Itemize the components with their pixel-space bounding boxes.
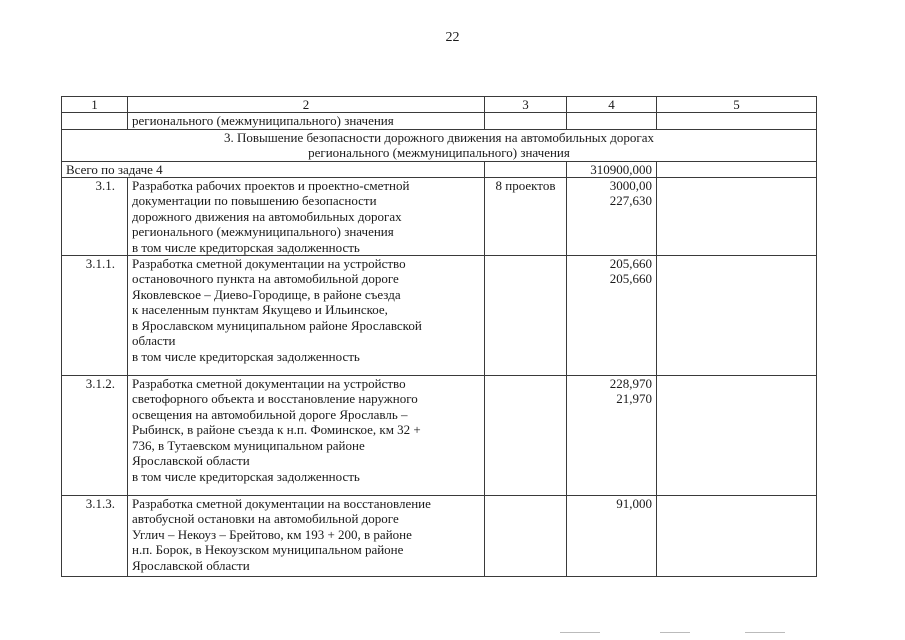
scan-artifact: [660, 632, 690, 633]
row-description-line: Разработка рабочих проектов и проектно-сметной: [132, 178, 410, 194]
row-amount: 3000,00: [609, 178, 652, 194]
column-number-5: 5: [657, 97, 817, 113]
row-quantity: [485, 496, 567, 577]
row-description-line: автобусной остановки на автомобильной дороге: [132, 511, 399, 527]
scan-artifact: [745, 632, 785, 633]
row-description-line: Ярославской области: [132, 557, 250, 573]
budget-table: [61, 96, 817, 577]
row-description-line: Разработка сметной документации на устройство: [132, 256, 406, 272]
row-description-line: в том числе кредиторская задолженность: [132, 239, 360, 255]
column-number-4: 4: [567, 97, 657, 113]
row-description: [128, 178, 485, 256]
total-label: Всего по задаче 4: [62, 161, 485, 177]
row-quantity: [485, 376, 567, 496]
table-row: [62, 178, 817, 256]
row-description: [128, 256, 485, 376]
continuation-row: [62, 113, 817, 129]
section-title-line-2: регионального (межмуниципального) значения: [308, 145, 570, 161]
row-description-line: светофорного объекта и восстановление наружного: [132, 391, 418, 407]
row-description-line: к населенным пунктам Якущево и Ильинское,: [132, 302, 388, 318]
row-description-line: Разработка сметной документации на восстановление: [132, 496, 431, 512]
section-title-line-1: 3. Повышение безопасности дорожного движения на автомобильных дорогах: [224, 129, 654, 145]
row-debt: 21,970: [616, 391, 652, 407]
row-description: [128, 376, 485, 496]
row-description-line: Разработка сметной документации на устройство: [132, 376, 406, 392]
continuation-amount-cell: [567, 113, 657, 129]
row-description-line: освещения на автомобильной дороге Ярославль –: [132, 406, 408, 422]
continuation-text: регионального (межмуниципального) значения: [128, 113, 485, 129]
row-description-line: документации по повышению безопасности: [132, 193, 377, 209]
row-amount-cell: [567, 256, 657, 376]
total-value: 310900,000: [567, 161, 657, 177]
row-amount: 228,970: [609, 376, 652, 392]
row-description-line: Углич – Некоуз – Брейтово, км 193 + 200, в районе: [132, 526, 412, 542]
row-code: 3.1.: [62, 178, 128, 256]
row-description-line: Рыбинск, в районе съезда к н.п. Фоминское, км 32 +: [132, 422, 421, 438]
row-amount: 205,660: [609, 256, 652, 272]
row-description-line: 736, в Тутаевском муниципальном районе: [132, 437, 365, 453]
column-number-row: [62, 97, 817, 113]
row-description: [128, 496, 485, 577]
total-row: [62, 161, 817, 177]
continuation-code-cell: [62, 113, 128, 129]
row-note-cell: [657, 256, 817, 376]
row-amount-cell: [567, 178, 657, 256]
row-description-line: остановочного пункта на автомобильной дороге: [132, 271, 399, 287]
row-code: 3.1.2.: [62, 376, 128, 496]
continuation-note-cell: [657, 113, 817, 129]
row-note-cell: [657, 376, 817, 496]
table-row: [62, 256, 817, 376]
row-code: 3.1.3.: [62, 496, 128, 577]
row-description-line: дорожного движения на автомобильных дорогах: [132, 208, 402, 224]
row-description-line: н.п. Борок, в Некоузском муниципальном районе: [132, 542, 404, 558]
row-amount: 91,000: [567, 496, 657, 577]
row-debt: 227,630: [609, 193, 652, 209]
row-amount-cell: [567, 376, 657, 496]
row-description-line: в том числе кредиторская задолженность: [132, 348, 360, 364]
column-number-2: 2: [128, 97, 485, 113]
row-debt: 205,660: [609, 271, 652, 287]
row-description-line: регионального (межмуниципального) значения: [132, 224, 394, 240]
row-description-line: в Ярославском муниципальном районе Ярославской: [132, 317, 422, 333]
row-quantity: [485, 256, 567, 376]
table-row: [62, 496, 817, 577]
table-row: [62, 376, 817, 496]
total-quantity-cell: [485, 161, 567, 177]
row-description-line: области: [132, 333, 176, 349]
row-quantity: 8 проектов: [485, 178, 567, 256]
continuation-quantity-cell: [485, 113, 567, 129]
section-title: [62, 129, 817, 161]
scan-artifact: [560, 632, 600, 633]
row-note-cell: [657, 178, 817, 256]
page-number: 22: [445, 30, 460, 45]
row-description-line: Ярославской области: [132, 453, 250, 469]
column-number-1: 1: [62, 97, 128, 113]
section-title-row: [62, 129, 817, 161]
row-description-line: Яковлевское – Диево-Городище, в районе съезда: [132, 286, 401, 302]
column-number-3: 3: [485, 97, 567, 113]
row-description-line: в том числе кредиторская задолженность: [132, 468, 360, 484]
total-note-cell: [657, 161, 817, 177]
row-code: 3.1.1.: [62, 256, 128, 376]
row-note-cell: [657, 496, 817, 577]
